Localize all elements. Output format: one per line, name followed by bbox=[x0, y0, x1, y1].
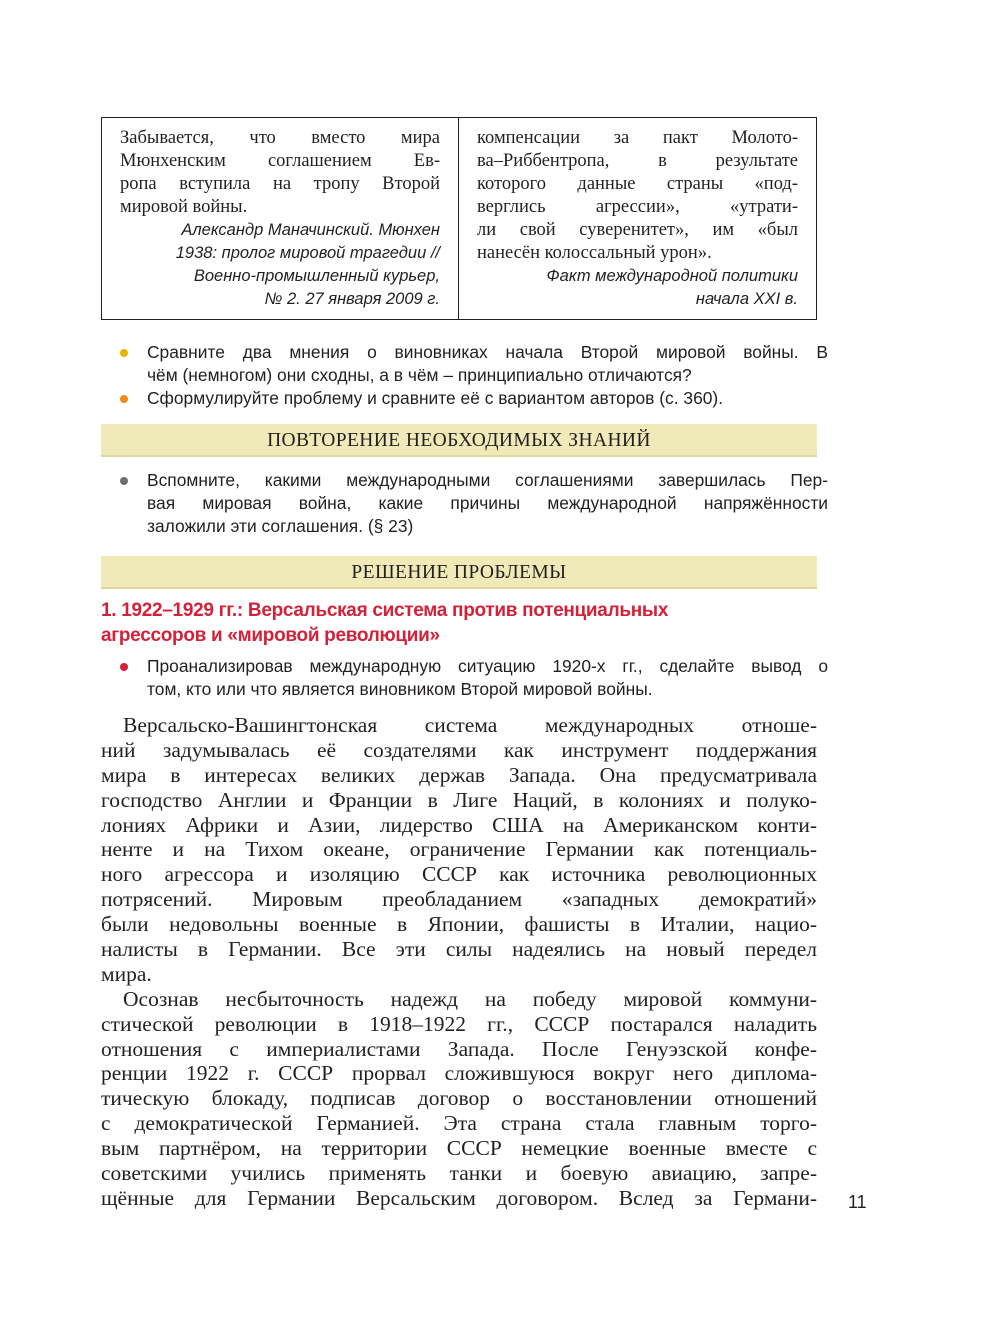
task-line: Вспомните, какими международными соглашениями завершилась Пер- bbox=[147, 470, 828, 490]
bullet-icon bbox=[120, 349, 128, 357]
paragraph-line: ний задумывалась её создателями как инструмент поддержания bbox=[101, 737, 817, 762]
quote-line: мировой войны. bbox=[120, 197, 248, 217]
task-list-section bbox=[118, 655, 828, 701]
paragraph-line: мира в интересах великих держав Запада. Она предусматривала bbox=[101, 762, 817, 787]
paragraph-line: ренции 1922 г. СССР прорвал сложившуюся вокруг него диплома- bbox=[101, 1061, 817, 1086]
quote-source-line: Александр Маначинский. Мюнхен bbox=[181, 221, 440, 239]
paragraph-line: лониях Африки и Азии, лидерство США на Американском конти- bbox=[101, 812, 817, 837]
quote-line: нанесён колоссальный урон». bbox=[477, 243, 712, 263]
quote-line: ва–Риббентропа, в результате bbox=[477, 151, 798, 171]
quote-line: компенсации за пакт Молото- bbox=[477, 128, 798, 148]
paragraph-line: Версальско-Вашингтонская система международных отноше- bbox=[123, 713, 817, 737]
banner-solution: РЕШЕНИЕ ПРОБЛЕМЫ bbox=[101, 556, 817, 589]
paragraph-line: ненте и на Тихом океане, ограничение Германии как потенциаль- bbox=[101, 837, 817, 862]
paragraph-line: господство Англии и Франции в Лиге Наций, в колониях и полуко- bbox=[101, 787, 817, 812]
task-item bbox=[118, 655, 828, 701]
section-heading-line: 1. 1922–1929 гг.: Версальская система против потенциальных bbox=[101, 600, 669, 621]
quote-line: которого данные страны «под- bbox=[477, 174, 798, 194]
task-line: том, кто или что является виновником Второй мировой войны. bbox=[147, 679, 653, 699]
page-number: 11 bbox=[848, 1192, 867, 1212]
task-line: вая мировая война, какие причины международной напряжённости bbox=[147, 493, 828, 513]
paragraph-line: тическую блокаду, подписав договор о восстановлении отношений bbox=[101, 1086, 817, 1111]
paragraph-line: вым партнёром, на территории СССР немецкие военные вместе с bbox=[101, 1136, 817, 1161]
quote-line: ли свой суверенитет», им «был bbox=[477, 220, 798, 240]
bullet-icon bbox=[120, 663, 128, 671]
paragraph-line: ного агрессора и изоляцию СССР как источника революционных bbox=[101, 862, 817, 887]
paragraph-line: налисты в Германии. Все эти силы надеялись на новый передел bbox=[101, 937, 817, 962]
paragraph-line: мира. bbox=[101, 961, 152, 986]
task-item bbox=[118, 387, 828, 410]
quote-box bbox=[101, 117, 817, 320]
task-line: Проанализировав международную ситуацию 1920-х гг., сделайте вывод о bbox=[147, 656, 828, 676]
quote-source-line: Военно-промышленный курьер, bbox=[193, 267, 440, 285]
paragraph-line: с демократической Германией. Эта страна стала главным торго- bbox=[101, 1111, 817, 1136]
section-heading-line: агрессоров и «мировой революции» bbox=[101, 625, 440, 646]
paragraph-line: стической революции в 1918–1922 гг., СССР постарался наладить bbox=[101, 1011, 817, 1036]
paragraph-line: советскими учились применять танки и боевую авиацию, запре- bbox=[101, 1161, 817, 1186]
paragraph-line: потрясений. Мировым преобладанием «западных демократий» bbox=[101, 887, 817, 912]
bullet-icon bbox=[120, 395, 128, 403]
section-heading bbox=[101, 598, 817, 648]
task-line: заложили эти соглашения. (§ 23) bbox=[147, 516, 414, 536]
task-line: Сравните два мнения о виновниках начала Второй мировой войны. В bbox=[147, 342, 828, 362]
quote-source-line: 1938: пролог мировой трагедии // bbox=[175, 244, 440, 262]
task-item bbox=[118, 469, 828, 538]
task-line: чём (немногом) они сходны, а в чём – принципиально отличаются? bbox=[147, 365, 692, 385]
task-item bbox=[118, 341, 828, 387]
paragraph-line: отношения с империалистами Запада. После Генуэзской конфе- bbox=[101, 1036, 817, 1061]
banner-review: ПОВТОРЕНИЕ НЕОБХОДИМЫХ ЗНАНИЙ bbox=[101, 424, 817, 457]
quote-line: верглись агрессии», «утрати- bbox=[477, 197, 798, 217]
task-line: Сформулируйте проблему и сравните её с вариантом авторов (с. 360). bbox=[147, 388, 724, 408]
task-list-review bbox=[118, 469, 828, 538]
paragraph-line: щённые для Германии Версальским договором. Вслед за Германи- bbox=[101, 1185, 817, 1210]
quote-source-line: начала XXI в. bbox=[695, 290, 798, 308]
quote-line: ропа вступила на тропу Второй bbox=[120, 174, 440, 194]
quote-line: Забывается, что вместо мира bbox=[120, 128, 440, 148]
quote-source-line: № 2. 27 января 2009 г. bbox=[264, 290, 440, 308]
quote-line: Мюнхенским соглашением Ев- bbox=[120, 151, 440, 171]
bullet-icon bbox=[120, 477, 128, 485]
paragraph-line: Осознав несбыточность надежд на победу мировой коммуни- bbox=[123, 986, 817, 1011]
task-list-top bbox=[118, 341, 828, 410]
quote-right bbox=[459, 118, 816, 319]
body-text bbox=[101, 713, 817, 1211]
quote-source-line: Факт международной политики bbox=[546, 267, 798, 285]
quote-left bbox=[102, 118, 459, 319]
paragraph-line: были недовольны военные в Японии, фашисты в Италии, нацио- bbox=[101, 912, 817, 937]
